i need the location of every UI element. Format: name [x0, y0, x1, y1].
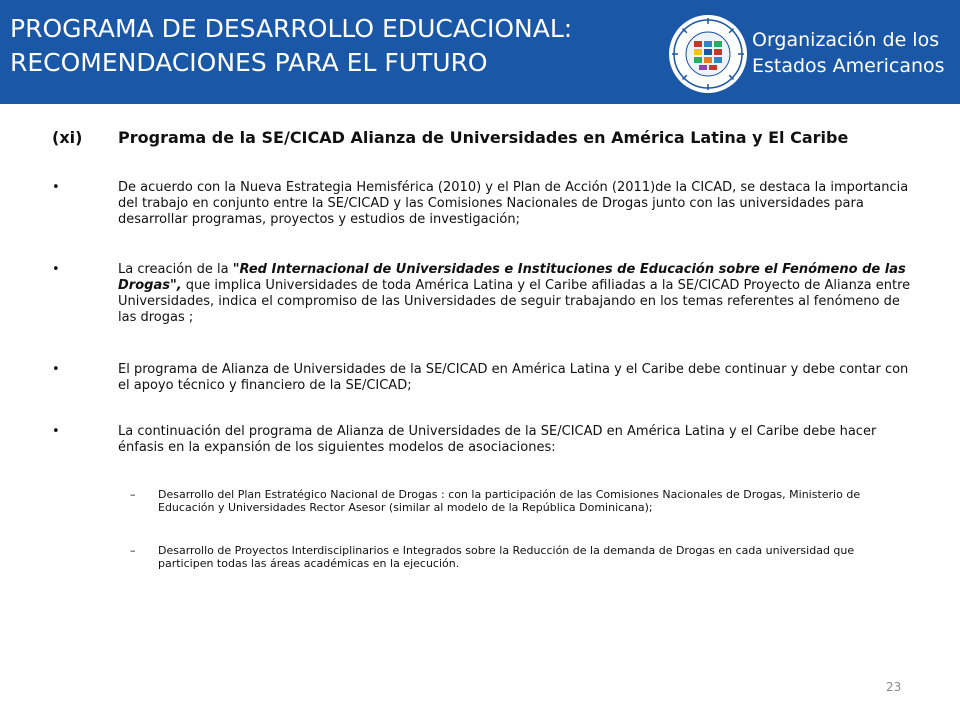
- sub-item-text: Desarrollo de Proyectos Interdisciplinarios e Integrados sobre la Reducción de la demanda de Drogas en cada universidad que participen todas las áreas académicas en la ejecución.: [158, 544, 855, 570]
- sub-item: [130, 488, 890, 514]
- title-line-2: RECOMENDACIONES PARA EL FUTURO: [10, 48, 488, 77]
- org-line-2: Estados Americanos: [752, 55, 945, 77]
- bullet-text: [118, 262, 912, 326]
- sub-item-dash: –: [130, 488, 136, 501]
- bullet-text: El programa de Alianza de Universidades de la SE/CICAD en América Latina y el Caribe debe continuar y debe contar con el apoyo técnico y financiero de la SE/CICAD;: [118, 362, 909, 393]
- sub-item: [130, 544, 890, 570]
- bullet-text-post: que implica Universidades de toda América Latina y el Caribe afiliadas a la SE/CICAD Proyecto de Alianza entre Universidades, indica el compromiso de las Universidades de seguir trabajando en los temas referentes al fenómeno de las drogas ;: [118, 278, 911, 325]
- title-line-1: PROGRAMA DE DESARROLLO EDUCACIONAL:: [10, 14, 573, 43]
- bullet-dot: •: [52, 362, 60, 377]
- bullet-text: La continuación del programa de Alianza de Universidades de la SE/CICAD en América Latina y el Caribe debe hacer énfasis en la expansión de los siguientes modelos de asociaciones:: [118, 424, 877, 455]
- section-title: Programa de la SE/CICAD Alianza de Universidades en América Latina y El Caribe: [118, 128, 849, 147]
- bullet-dot: •: [52, 424, 60, 439]
- bullet-item: [52, 262, 912, 326]
- oas-seal-icon: [668, 14, 748, 94]
- bullet-item: [52, 424, 912, 456]
- header-bar: [0, 0, 960, 104]
- sub-item-text: Desarrollo del Plan Estratégico Nacional de Drogas : con la participación de las Comisiones Nacionales de Drogas, Ministerio de Educación y Universidades Rector Asesor (similar al modelo de la República Dominicana);: [158, 488, 861, 514]
- slide-title: [10, 12, 650, 80]
- org-line-1: Organización de los: [752, 29, 940, 51]
- bullet-dot: •: [52, 180, 60, 195]
- section-heading: [52, 128, 848, 147]
- bullet-item: [52, 180, 912, 228]
- bullet-text-pre: La creación de la: [118, 262, 233, 277]
- bullet-dot: •: [52, 262, 60, 277]
- bullet-item: [52, 362, 912, 394]
- page-number: 23: [886, 680, 902, 694]
- organization-name: [752, 27, 945, 79]
- bullet-text: De acuerdo con la Nueva Estrategia Hemisférica (2010) y el Plan de Acción (2011)de la CICAD, se destaca la importancia del trabajo en conjunto entre la SE/CICAD y las Comisiones Nacionales de Drogas junto con las universidades para desarrollar programas, proyectos y estudios de investigación;: [118, 180, 909, 227]
- network-name-emphasis: "Red Internacional de Universidades e Instituciones de Educación sobre el Fenómeno de las Drogas",: [118, 262, 906, 293]
- sub-item-dash: –: [130, 544, 136, 557]
- section-number: (xi): [52, 128, 83, 147]
